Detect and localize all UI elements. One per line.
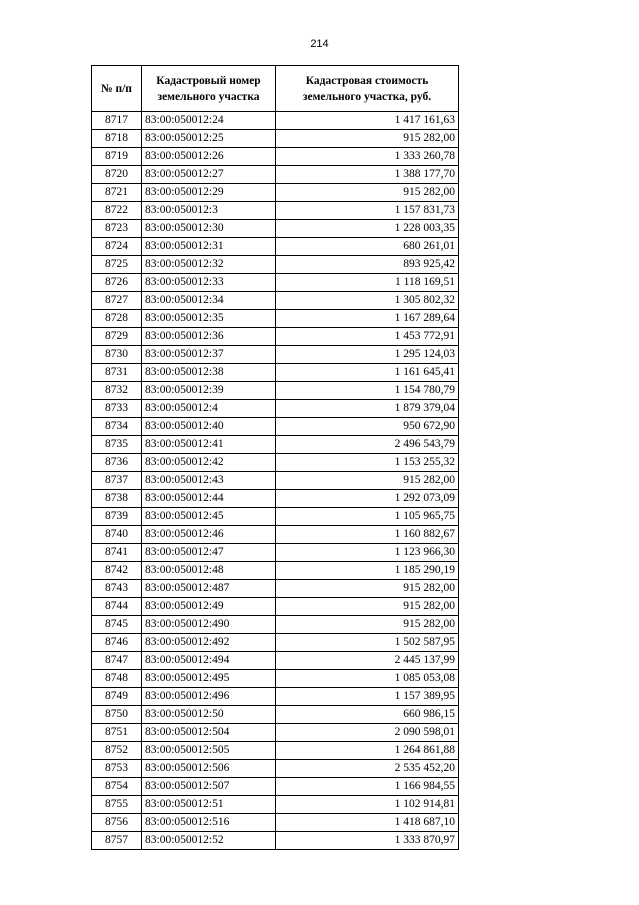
row-number-cell: 8756 (92, 814, 142, 832)
row-number-cell: 8748 (92, 670, 142, 688)
cadastral-number-cell: 83:00:050012:51 (142, 796, 276, 814)
row-number-cell: 8721 (92, 184, 142, 202)
cadastral-value-cell: 1 185 290,19 (276, 562, 459, 580)
table-row (92, 472, 459, 490)
table-row (92, 418, 459, 436)
cadastral-number-cell: 83:00:050012:32 (142, 256, 276, 274)
row-number-cell: 8723 (92, 220, 142, 238)
cadastral-number-cell: 83:00:050012:505 (142, 742, 276, 760)
row-number-cell: 8750 (92, 706, 142, 724)
cadastral-value-cell: 1 502 587,95 (276, 634, 459, 652)
cadastral-number-cell: 83:00:050012:50 (142, 706, 276, 724)
cadastral-value-cell: 2 445 137,99 (276, 652, 459, 670)
cadastral-number-cell: 83:00:050012:26 (142, 148, 276, 166)
cadastral-value-cell: 915 282,00 (276, 580, 459, 598)
header-cadastral-number-line1: Кадастровый номер (156, 74, 261, 87)
table-header (92, 66, 459, 112)
page-number: 214 (310, 38, 329, 50)
header-cadastral-value (276, 66, 459, 112)
table-row (92, 796, 459, 814)
cadastral-value-cell: 915 282,00 (276, 616, 459, 634)
table-row (92, 490, 459, 508)
cadastral-value-cell: 1 102 914,81 (276, 796, 459, 814)
table-row (92, 364, 459, 382)
cadastral-number-cell: 83:00:050012:494 (142, 652, 276, 670)
table-row (92, 760, 459, 778)
cadastral-value-cell: 915 282,00 (276, 130, 459, 148)
table-row (92, 616, 459, 634)
cadastral-value-cell: 915 282,00 (276, 184, 459, 202)
row-number-cell: 8745 (92, 616, 142, 634)
row-number-cell: 8754 (92, 778, 142, 796)
cadastral-value-cell: 2 090 598,01 (276, 724, 459, 742)
row-number-cell: 8724 (92, 238, 142, 256)
cadastral-value-cell: 1 157 831,73 (276, 202, 459, 220)
cadastral-value-cell: 1 167 289,64 (276, 310, 459, 328)
cadastral-number-cell: 83:00:050012:516 (142, 814, 276, 832)
row-number-cell: 8744 (92, 598, 142, 616)
cadastral-number-cell: 83:00:050012:504 (142, 724, 276, 742)
cadastral-table (91, 65, 459, 850)
table-row (92, 346, 459, 364)
row-number-cell: 8749 (92, 688, 142, 706)
row-number-cell: 8739 (92, 508, 142, 526)
cadastral-number-cell: 83:00:050012:37 (142, 346, 276, 364)
row-number-cell: 8755 (92, 796, 142, 814)
table-row (92, 238, 459, 256)
table-row (92, 742, 459, 760)
cadastral-number-cell: 83:00:050012:31 (142, 238, 276, 256)
row-number-cell: 8753 (92, 760, 142, 778)
table-row (92, 130, 459, 148)
table-row (92, 688, 459, 706)
cadastral-number-cell: 83:00:050012:45 (142, 508, 276, 526)
table-row (92, 670, 459, 688)
table-row (92, 400, 459, 418)
table-row (92, 112, 459, 130)
cadastral-value-cell: 1 118 169,51 (276, 274, 459, 292)
cadastral-value-cell: 1 305 802,32 (276, 292, 459, 310)
header-cadastral-number-line2: земельного участка (157, 90, 260, 103)
cadastral-value-cell: 1 166 984,55 (276, 778, 459, 796)
row-number-cell: 8729 (92, 328, 142, 346)
header-cadastral-value-line1: Кадастровая стоимость (305, 74, 429, 87)
table-row (92, 184, 459, 202)
row-number-cell: 8734 (92, 418, 142, 436)
table-row (92, 220, 459, 238)
table-row (92, 634, 459, 652)
cadastral-number-cell: 83:00:050012:36 (142, 328, 276, 346)
cadastral-number-cell: 83:00:050012:49 (142, 598, 276, 616)
cadastral-value-cell: 1 879 379,04 (276, 400, 459, 418)
table-row (92, 328, 459, 346)
table-row (92, 274, 459, 292)
cadastral-value-cell: 1 388 177,70 (276, 166, 459, 184)
table-row (92, 832, 459, 850)
row-number-cell: 8736 (92, 454, 142, 472)
cadastral-value-cell: 915 282,00 (276, 598, 459, 616)
row-number-cell: 8738 (92, 490, 142, 508)
table-row (92, 814, 459, 832)
row-number-cell: 8747 (92, 652, 142, 670)
cadastral-value-cell: 915 282,00 (276, 472, 459, 490)
cadastral-value-cell: 1 333 870,97 (276, 832, 459, 850)
row-number-cell: 8731 (92, 364, 142, 382)
cadastral-value-cell: 1 264 861,88 (276, 742, 459, 760)
cadastral-value-cell: 1 161 645,41 (276, 364, 459, 382)
cadastral-value-cell: 660 986,15 (276, 706, 459, 724)
cadastral-value-cell: 2 496 543,79 (276, 436, 459, 454)
table-row (92, 166, 459, 184)
table-row (92, 454, 459, 472)
header-row-number (92, 66, 142, 112)
cadastral-number-cell: 83:00:050012:35 (142, 310, 276, 328)
cadastral-value-cell: 1 160 882,67 (276, 526, 459, 544)
table-row (92, 148, 459, 166)
row-number-cell: 8757 (92, 832, 142, 850)
cadastral-value-cell: 1 417 161,63 (276, 112, 459, 130)
cadastral-number-cell: 83:00:050012:43 (142, 472, 276, 490)
row-number-cell: 8751 (92, 724, 142, 742)
row-number-cell: 8733 (92, 400, 142, 418)
cadastral-number-cell: 83:00:050012:33 (142, 274, 276, 292)
table-row (92, 562, 459, 580)
header-cadastral-value-line2: земельного участка, руб. (302, 90, 432, 103)
row-number-cell: 8728 (92, 310, 142, 328)
cadastral-value-cell: 950 672,90 (276, 418, 459, 436)
table-row (92, 544, 459, 562)
cadastral-number-cell: 83:00:050012:44 (142, 490, 276, 508)
cadastral-number-cell: 83:00:050012:507 (142, 778, 276, 796)
cadastral-number-cell: 83:00:050012:52 (142, 832, 276, 850)
cadastral-value-cell: 1 157 389,95 (276, 688, 459, 706)
row-number-cell: 8752 (92, 742, 142, 760)
table-row (92, 724, 459, 742)
table-row (92, 526, 459, 544)
cadastral-value-cell: 1 085 053,08 (276, 670, 459, 688)
cadastral-number-cell: 83:00:050012:25 (142, 130, 276, 148)
cadastral-number-cell: 83:00:050012:24 (142, 112, 276, 130)
table-row (92, 382, 459, 400)
cadastral-number-cell: 83:00:050012:495 (142, 670, 276, 688)
cadastral-number-cell: 83:00:050012:47 (142, 544, 276, 562)
cadastral-value-cell: 680 261,01 (276, 238, 459, 256)
cadastral-number-cell: 83:00:050012:27 (142, 166, 276, 184)
cadastral-value-cell: 893 925,42 (276, 256, 459, 274)
table-row (92, 706, 459, 724)
table-body (92, 112, 459, 850)
table-row (92, 652, 459, 670)
table-row (92, 778, 459, 796)
row-number-cell: 8717 (92, 112, 142, 130)
table-row (92, 202, 459, 220)
row-number-cell: 8732 (92, 382, 142, 400)
cadastral-number-cell: 83:00:050012:30 (142, 220, 276, 238)
table-row (92, 598, 459, 616)
header-row (92, 66, 459, 112)
cadastral-number-cell: 83:00:050012:34 (142, 292, 276, 310)
cadastral-number-cell: 83:00:050012:496 (142, 688, 276, 706)
row-number-cell: 8743 (92, 580, 142, 598)
cadastral-value-cell: 1 292 073,09 (276, 490, 459, 508)
row-number-cell: 8718 (92, 130, 142, 148)
cadastral-number-cell: 83:00:050012:48 (142, 562, 276, 580)
cadastral-number-cell: 83:00:050012:42 (142, 454, 276, 472)
cadastral-number-cell: 83:00:050012:4 (142, 400, 276, 418)
row-number-cell: 8725 (92, 256, 142, 274)
cadastral-number-cell: 83:00:050012:506 (142, 760, 276, 778)
row-number-cell: 8740 (92, 526, 142, 544)
table-row (92, 508, 459, 526)
row-number-cell: 8730 (92, 346, 142, 364)
table-row (92, 256, 459, 274)
row-number-cell: 8727 (92, 292, 142, 310)
cadastral-value-cell: 1 333 260,78 (276, 148, 459, 166)
cadastral-value-cell: 1 418 687,10 (276, 814, 459, 832)
row-number-cell: 8746 (92, 634, 142, 652)
row-number-cell: 8741 (92, 544, 142, 562)
cadastral-value-cell: 1 123 966,30 (276, 544, 459, 562)
cadastral-number-cell: 83:00:050012:490 (142, 616, 276, 634)
cadastral-value-cell: 1 228 003,35 (276, 220, 459, 238)
row-number-cell: 8726 (92, 274, 142, 292)
table-row (92, 580, 459, 598)
cadastral-value-cell: 1 153 255,32 (276, 454, 459, 472)
table-row (92, 436, 459, 454)
row-number-cell: 8722 (92, 202, 142, 220)
table-row (92, 310, 459, 328)
cadastral-number-cell: 83:00:050012:41 (142, 436, 276, 454)
cadastral-number-cell: 83:00:050012:38 (142, 364, 276, 382)
header-cadastral-number (142, 66, 276, 112)
cadastral-number-cell: 83:00:050012:46 (142, 526, 276, 544)
table-row (92, 292, 459, 310)
cadastral-value-cell: 1 154 780,79 (276, 382, 459, 400)
cadastral-value-cell: 1 295 124,03 (276, 346, 459, 364)
cadastral-number-cell: 83:00:050012:40 (142, 418, 276, 436)
header-row-number-label: № п/п (101, 82, 132, 95)
cadastral-value-cell: 1 105 965,75 (276, 508, 459, 526)
row-number-cell: 8742 (92, 562, 142, 580)
row-number-cell: 8735 (92, 436, 142, 454)
row-number-cell: 8737 (92, 472, 142, 490)
row-number-cell: 8719 (92, 148, 142, 166)
cadastral-number-cell: 83:00:050012:39 (142, 382, 276, 400)
cadastral-number-cell: 83:00:050012:29 (142, 184, 276, 202)
row-number-cell: 8720 (92, 166, 142, 184)
cadastral-number-cell: 83:00:050012:492 (142, 634, 276, 652)
cadastral-number-cell: 83:00:050012:3 (142, 202, 276, 220)
cadastral-number-cell: 83:00:050012:487 (142, 580, 276, 598)
cadastral-value-cell: 2 535 452,20 (276, 760, 459, 778)
cadastral-value-cell: 1 453 772,91 (276, 328, 459, 346)
